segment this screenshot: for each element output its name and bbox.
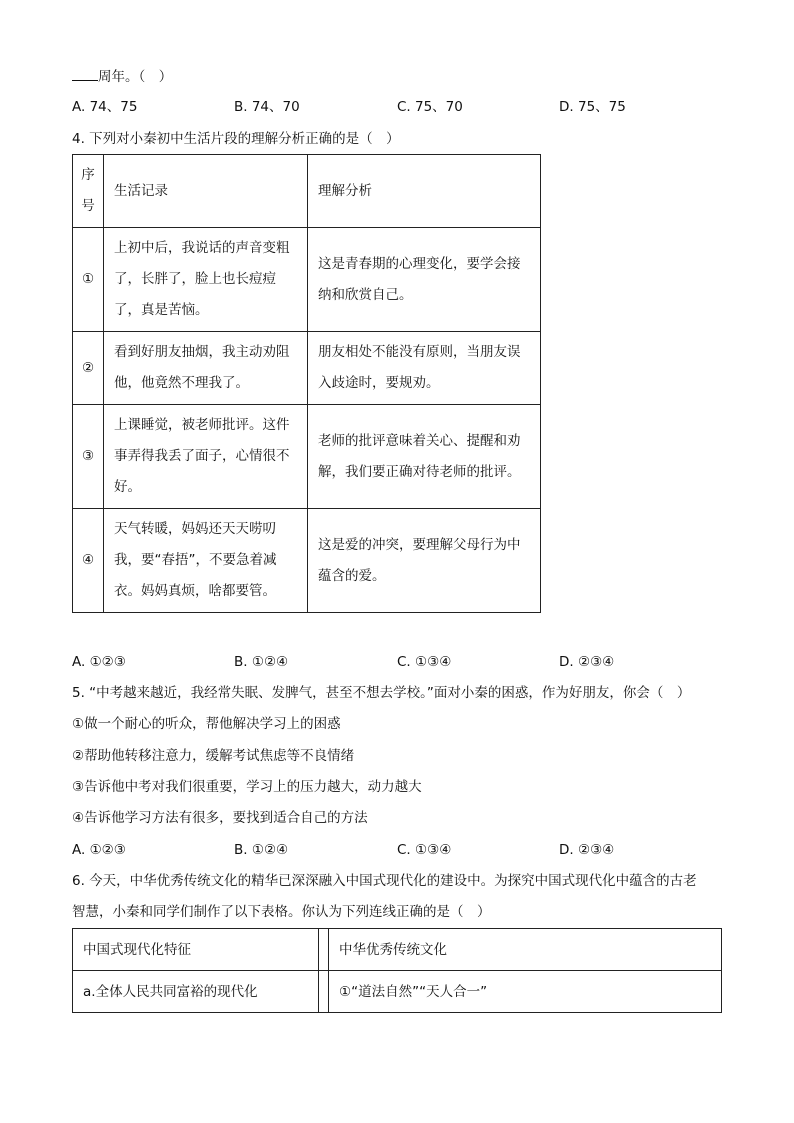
- q4-option-b[interactable]: B. ①②④: [234, 654, 289, 670]
- row-record: 看到好朋友抽烟，我主动劝阻他，他竟然不理我了。: [104, 332, 308, 405]
- q5-option-b[interactable]: B. ①②④: [234, 842, 289, 858]
- row-analysis: 这是青春期的心理变化，要学会接纳和欣赏自己。: [308, 228, 541, 332]
- q3-option-a[interactable]: A. 74、75: [72, 99, 138, 115]
- table-row: [73, 509, 541, 613]
- row-culture: ①“道法自然”“天人合一”: [329, 971, 722, 1013]
- q5-option-a[interactable]: A. ①②③: [72, 842, 126, 858]
- table-header-row: [73, 155, 541, 228]
- table-row: [73, 405, 541, 509]
- q5-item-4: ④告诉他学习方法有很多，要找到适合自己的方法: [72, 810, 368, 826]
- row-analysis: 老师的批评意味着关心、提醒和劝解，我们要正确对待老师的批评。: [308, 405, 541, 509]
- q4-option-a[interactable]: A. ①②③: [72, 654, 126, 670]
- row-analysis: 这是爱的冲突，要理解父母行为中蕴含的爱。: [308, 509, 541, 613]
- header-feature: 中国式现代化特征: [73, 929, 319, 971]
- header-culture: 中华优秀传统文化: [329, 929, 722, 971]
- q5-stem: 5. “中考越来越近，我经常失眠、发脾气，甚至不想去学校。”面对小秦的困惑，作为好朋友，你会（ ）: [72, 685, 691, 701]
- q3-option-d[interactable]: D. 75、75: [559, 99, 626, 115]
- header-record: 生活记录: [104, 155, 308, 228]
- row-number: ①: [73, 228, 104, 332]
- q3-tail-text: 周年。（ ）: [98, 69, 173, 85]
- q4-table: [72, 154, 541, 613]
- q3-option-c[interactable]: C. 75、70: [397, 99, 463, 115]
- header-number: 序号: [73, 155, 104, 228]
- answer-blank: [72, 66, 98, 81]
- q5-options: [72, 840, 732, 860]
- q5-item-2: ②帮助他转移注意力，缓解考试焦虑等不良情绪: [72, 748, 355, 764]
- row-feature: a.全体人民共同富裕的现代化: [73, 971, 319, 1013]
- row-number: ③: [73, 405, 104, 509]
- q5-option-c[interactable]: C. ①③④: [397, 842, 452, 858]
- row-record: 上初中后，我说话的声音变粗了，长胖了，脸上也长痘痘了，真是苦恼。: [104, 228, 308, 332]
- row-record: 上课睡觉，被老师批评。这件事弄得我丢了面子，心情很不好。: [104, 405, 308, 509]
- q3-options: [72, 97, 732, 117]
- table-header-row: [73, 929, 722, 971]
- q3-option-b[interactable]: B. 74、70: [234, 99, 300, 115]
- q4-options: [72, 652, 732, 672]
- table-row: [73, 228, 541, 332]
- q6-stem-line-2: 智慧，小秦和同学们制作了以下表格。你认为下列连线正确的是（ ）: [72, 904, 491, 920]
- column-divider: [319, 929, 329, 971]
- q5-item-3: ③告诉他中考对我们很重要，学习上的压力越大，动力越大: [72, 779, 422, 795]
- q6-stem-line-1: 6. 今天，中华优秀传统文化的精华已深深融入中国式现代化的建设中。为探究中国式现代化中蕴含的古老: [72, 873, 697, 889]
- row-number: ②: [73, 332, 104, 405]
- column-divider: [319, 971, 329, 1013]
- q6-table: [72, 928, 722, 1013]
- table-row: [73, 971, 722, 1013]
- q5-option-d[interactable]: D. ②③④: [559, 842, 615, 858]
- row-analysis: 朋友相处不能没有原则，当朋友误入歧途时，要规劝。: [308, 332, 541, 405]
- q4-stem: 4. 下列对小秦初中生活片段的理解分析正确的是（ ）: [72, 131, 400, 147]
- q5-item-1: ①做一个耐心的听众，帮他解决学习上的困惑: [72, 716, 341, 732]
- q4-option-c[interactable]: C. ①③④: [397, 654, 452, 670]
- q4-option-d[interactable]: D. ②③④: [559, 654, 615, 670]
- q3-tail-line: [72, 66, 172, 87]
- row-record: 天气转暖，妈妈还天天唠叨我，要“春捂”，不要急着减衣。妈妈真烦，啥都要管。: [104, 509, 308, 613]
- header-analysis: 理解分析: [308, 155, 541, 228]
- table-row: [73, 332, 541, 405]
- row-number: ④: [73, 509, 104, 613]
